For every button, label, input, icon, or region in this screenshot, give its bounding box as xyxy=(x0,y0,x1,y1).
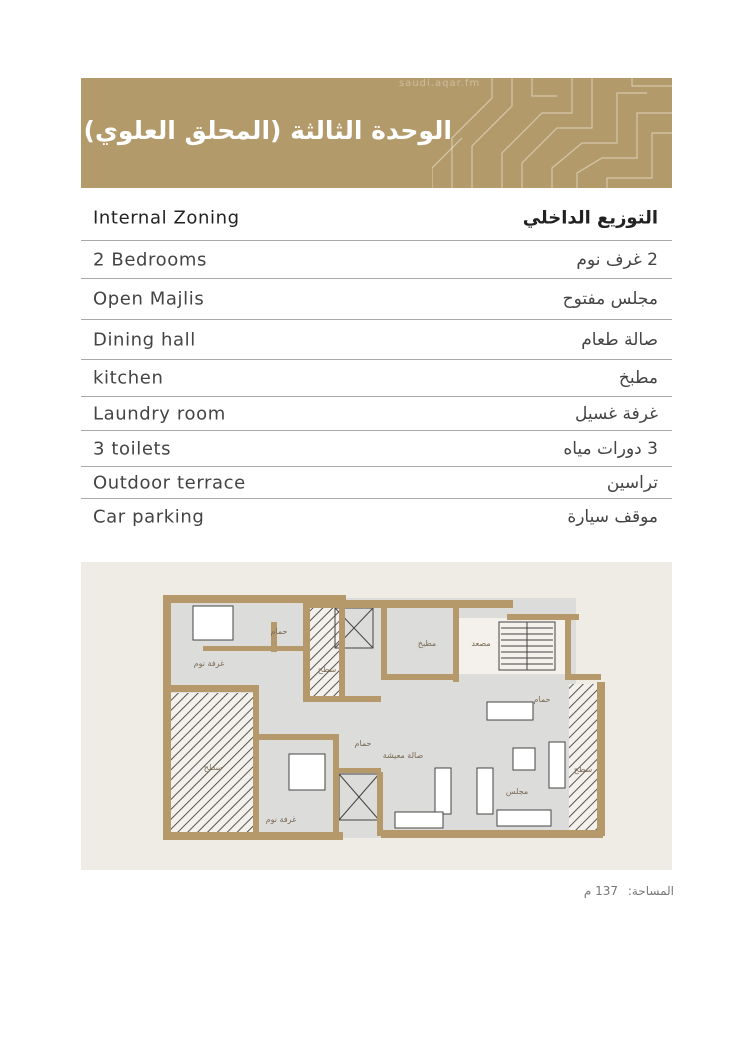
row-en: 2 Bedrooms xyxy=(93,249,207,270)
area-label: المساحة: xyxy=(627,884,674,898)
row-ar: صالة طعام xyxy=(581,329,658,350)
floor-plan-drawing xyxy=(81,562,672,870)
row-en: Laundry room xyxy=(93,403,226,424)
area-value: 137 م xyxy=(583,884,618,898)
sofa-icon xyxy=(477,768,493,814)
banner-pattern xyxy=(432,78,672,188)
room-label: سطح xyxy=(203,763,223,772)
row-ar: مطبخ xyxy=(618,368,658,388)
header-en: Internal Zoning xyxy=(93,207,240,229)
sofa-icon xyxy=(497,810,551,826)
row-en: Open Majlis xyxy=(93,288,205,310)
row-ar: 2 غرف نوم xyxy=(576,249,658,270)
floor-plan xyxy=(81,562,672,870)
row-ar: تراسين xyxy=(606,472,658,493)
room-label: مطبخ xyxy=(417,639,437,648)
row-ar: 3 دورات مياه xyxy=(563,438,658,459)
terrace-area xyxy=(569,684,597,832)
row-ar: موقف سيارة xyxy=(567,507,658,527)
sofa-icon xyxy=(487,702,533,720)
title-banner xyxy=(81,78,672,188)
room-label: حمام xyxy=(533,695,551,704)
zoning-row xyxy=(81,431,672,467)
row-en: Dining hall xyxy=(93,329,196,350)
sofa-icon xyxy=(549,742,565,788)
room-label: غرفة نوم xyxy=(265,815,297,824)
zoning-row xyxy=(81,360,672,397)
room-label: سطح xyxy=(317,665,337,674)
zoning-row xyxy=(81,467,672,499)
row-en: kitchen xyxy=(93,367,164,389)
zoning-header-row xyxy=(81,196,672,241)
room-label: سطح xyxy=(573,765,593,774)
unit-title: الوحدة الثالثة (المحلق العلوي) xyxy=(83,116,452,145)
sofa-icon xyxy=(435,768,451,814)
header-ar: التوزيع الداخلي xyxy=(522,207,658,229)
sofa-icon xyxy=(395,812,443,828)
zoning-row xyxy=(81,499,672,535)
table-icon xyxy=(513,748,535,770)
row-en: 3 toilets xyxy=(93,438,172,459)
room-label: حمام xyxy=(354,739,372,748)
staircase xyxy=(499,622,555,670)
zoning-row xyxy=(81,320,672,360)
zoning-row xyxy=(81,279,672,320)
zoning-row xyxy=(81,241,672,279)
row-en: Car parking xyxy=(93,506,205,528)
room-label: مصعد xyxy=(471,639,491,648)
row-ar: مجلس مفتوح xyxy=(562,289,658,309)
zoning-row xyxy=(81,397,672,431)
row-ar: غرفة غسيل xyxy=(575,403,658,424)
watermark: saudi.aqar.fm xyxy=(399,78,481,89)
area-caption xyxy=(578,884,674,898)
room-label: مجلس xyxy=(505,787,529,796)
room-label: غرفة نوم xyxy=(193,659,225,668)
bed-icon xyxy=(193,606,233,640)
row-en: Outdoor terrace xyxy=(93,472,246,493)
room-label: حمام xyxy=(270,627,288,636)
bed-icon xyxy=(289,754,325,790)
internal-zoning-table xyxy=(81,196,672,535)
room-label: صالة معيشة xyxy=(382,751,424,760)
